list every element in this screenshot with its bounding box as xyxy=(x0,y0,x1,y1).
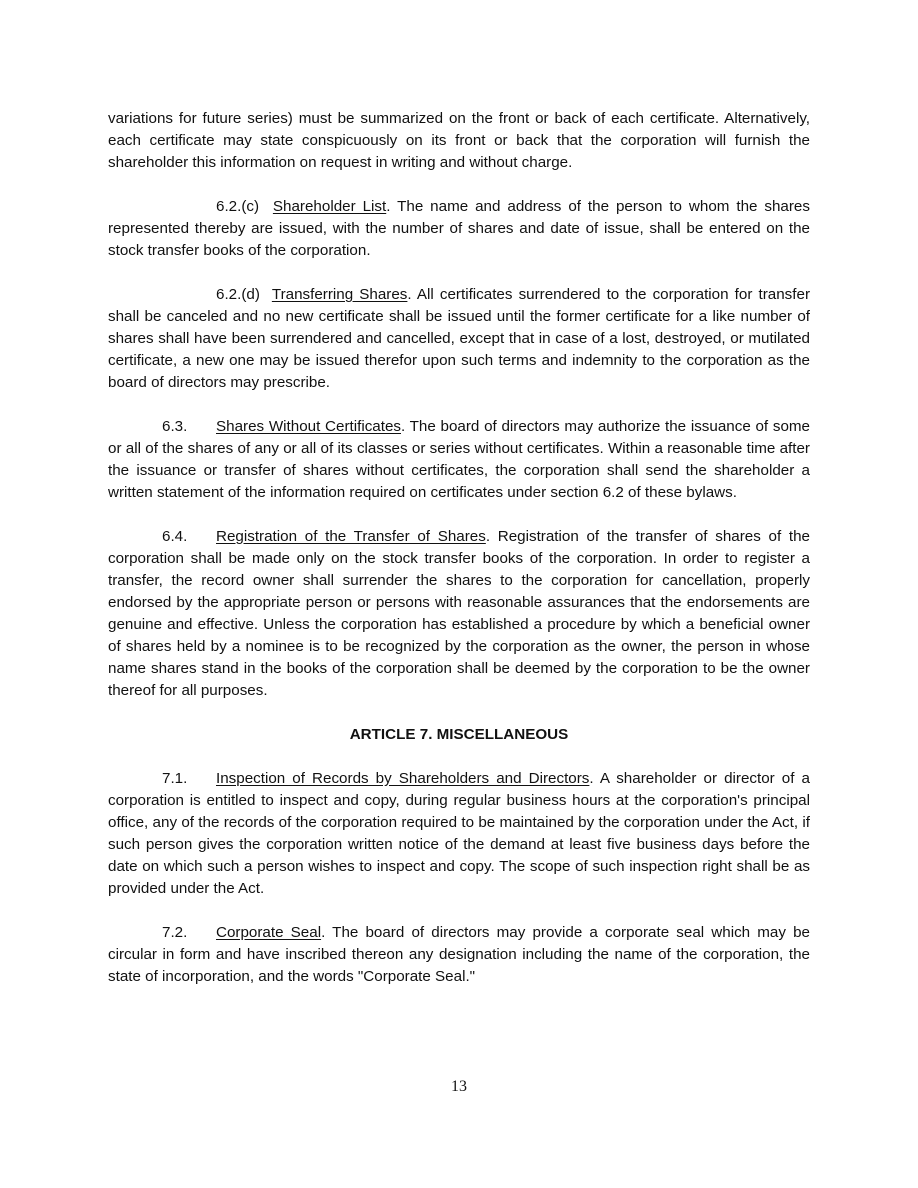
section-7-1 xyxy=(108,768,810,900)
section-text: . Registration of the transfer of shares of the corporation shall be made only on the stock transfer books of the corporation. In order to register a transfer, the record owner shall surrender the shares to the corporation for cancellation, properly endorsed by the appropriate person or persons with reasonable assurances that the endorsements are genuine and effective. Unless the corporation has established a procedure by which a beneficial owner of shares held by a nominee is to be recognized by the corporation as the owner, the person in whose name shares stand in the books of the corporation shall be deemed by the corporation to be the owner thereof for all purposes. xyxy=(108,528,810,699)
section-text: . The board of directors may provide a corporate seal which may be circular in form and have inscribed thereon any designation including the name of the corporation, the state of incorporation, and the words "Corporate Seal." xyxy=(108,924,810,985)
section-text: . The board of directors may authorize the issuance of some or all of the shares of any or all of its classes or series without certificates. Within a reasonable time after the issuance or transfer of shares without certificates, the corporation shall send the shareholder a written statement of the information required on certificates under section 6.2 of these bylaws. xyxy=(108,418,810,501)
section-number: 7.1. xyxy=(162,770,188,787)
section-text: . The name and address of the person to whom the shares represented thereby are issued, with the number of shares and date of issue, shall be entered on the stock transfer books of the corporation. xyxy=(108,198,810,259)
section-text: . All certificates surrendered to the corporation for transfer shall be canceled and no new certificate shall be issued until the former certificate for a like number of shares shall have been surrendered and cancelled, except that in case of a lost, destroyed, or mutilated certificate, a new one may be issued therefor upon such terms and indemnity to the corporation as the board of directors may prescribe. xyxy=(108,286,810,391)
section-title: Shareholder List xyxy=(272,198,387,215)
article-heading: ARTICLE 7. MISCELLANEOUS xyxy=(349,726,569,743)
section-number: 6.2.(d) xyxy=(216,286,260,303)
document-page xyxy=(108,108,810,1010)
section-6-3 xyxy=(108,416,810,504)
section-title: Shares Without Certificates xyxy=(216,418,401,435)
section-title: Inspection of Records by Shareholders and Directors xyxy=(216,770,590,787)
section-number: 6.3. xyxy=(162,418,188,435)
section-title: Transferring Shares xyxy=(271,286,408,303)
page-number: 13 xyxy=(451,1078,467,1095)
section-number: 6.4. xyxy=(162,528,188,545)
section-text: . A shareholder or director of a corporation is entitled to inspect and copy, during regular business hours at the corporation's principal office, any of the records of the corporation required to be maintained by the corporation under the Act, if such person gives the corporation written notice of the demand at least five business days before the date on which such a person wishes to inspect and copy. The scope of such inspection right shall be as provided under the Act. xyxy=(108,770,810,897)
section-number: 7.2. xyxy=(162,924,188,941)
section-title: Corporate Seal xyxy=(216,924,322,941)
section-6-2-c xyxy=(108,196,810,262)
section-number: 6.2.(c) xyxy=(216,198,260,215)
section-6-2-d xyxy=(108,284,810,394)
section-7-2 xyxy=(108,922,810,988)
section-title: Registration of the Transfer of Shares xyxy=(216,528,486,545)
continuation-paragraph: variations for future series) must be summarized on the front or back of each certificate. Alternatively, each certificate may state conspicuously on its front or back that the corporation will furnish the shareholder this information on request in writing and without charge. xyxy=(108,110,810,171)
section-6-4 xyxy=(108,526,810,702)
